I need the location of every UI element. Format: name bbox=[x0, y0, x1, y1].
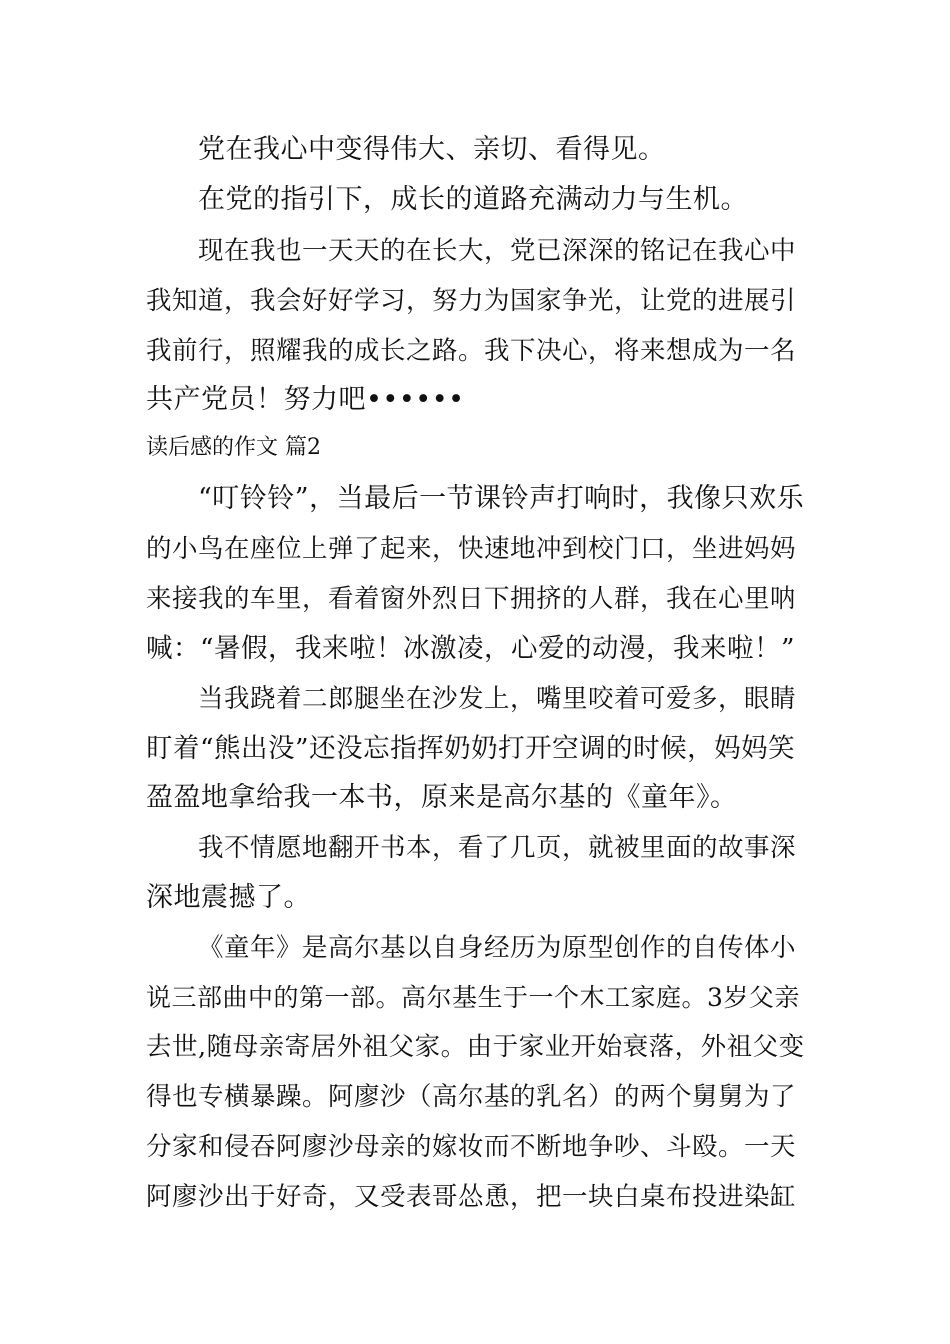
paragraph-line: 分家和侵吞阿廖沙母亲的嫁妆而不断地争吵、斗殴。一天 bbox=[146, 1132, 797, 1162]
paragraph-line: 的小鸟在座位上弹了起来，快速地冲到校门口，坐进妈妈 bbox=[146, 534, 797, 564]
paragraph-line: 深地震撼了。 bbox=[146, 882, 311, 913]
paragraph-line: 在党的指引下，成长的道路充满动力与生机。 bbox=[198, 184, 748, 215]
paragraph-line: 党在我心中变得伟大、亲切、看得见。 bbox=[198, 134, 666, 165]
paragraph-line: “叮铃铃”，当最后一节课铃声打响时，我像只欢乐 bbox=[198, 483, 805, 514]
paragraph-line: 我前行，照耀我的成长之路。我下决心，将来想成为一名 bbox=[146, 336, 797, 366]
paragraph-line: 当我跷着二郎腿坐在沙发上，嘴里咬着可爱多，眼睛 bbox=[198, 684, 797, 714]
paragraph-line: 《童年》是高尔基以自身经历为原型创作的自传体小 bbox=[198, 933, 797, 963]
paragraph-line: 来接我的车里，看着窗外烈日下拥挤的人群，我在心里呐 bbox=[146, 584, 797, 614]
paragraph-line: 喊：“暑假，我来啦！冰激凌，心爱的动漫，我来啦！” bbox=[146, 633, 796, 664]
paragraph-line: 盯着“熊出没”还没忘指挥奶奶打开空调的时候，妈妈笑 bbox=[146, 733, 796, 764]
paragraph-line: 阿廖沙出于好奇，又受表哥怂恿，把一块白桌布投进染缸 bbox=[146, 1182, 797, 1212]
paragraph-line: 说三部曲中的第一部。高尔基生于一个木工家庭。3岁父亲 bbox=[146, 983, 800, 1012]
section-heading: 读后感的作文 篇2 bbox=[146, 435, 321, 460]
paragraph-line: 去世,随母亲寄居外祖父家。由于家业开始衰落，外祖父变 bbox=[146, 1032, 805, 1062]
paragraph-line: 共产党员！努力吧•••••• bbox=[146, 384, 465, 415]
paragraph-line: 我不情愿地翻开书本，看了几页，就被里面的故事深 bbox=[198, 833, 797, 863]
paragraph-line: 得也专横暴躁。阿廖沙（高尔基的乳名）的两个舅舅为了 bbox=[146, 1082, 797, 1112]
paragraph-line: 我知道，我会好好学习，努力为国家争光，让党的进展引 bbox=[146, 286, 797, 316]
paragraph-line: 盈盈地拿给我一本书，原来是高尔基的《童年》。 bbox=[146, 782, 738, 813]
paragraph-line: 现在我也一天天的在长大，党已深深的铭记在我心中 bbox=[198, 236, 797, 266]
